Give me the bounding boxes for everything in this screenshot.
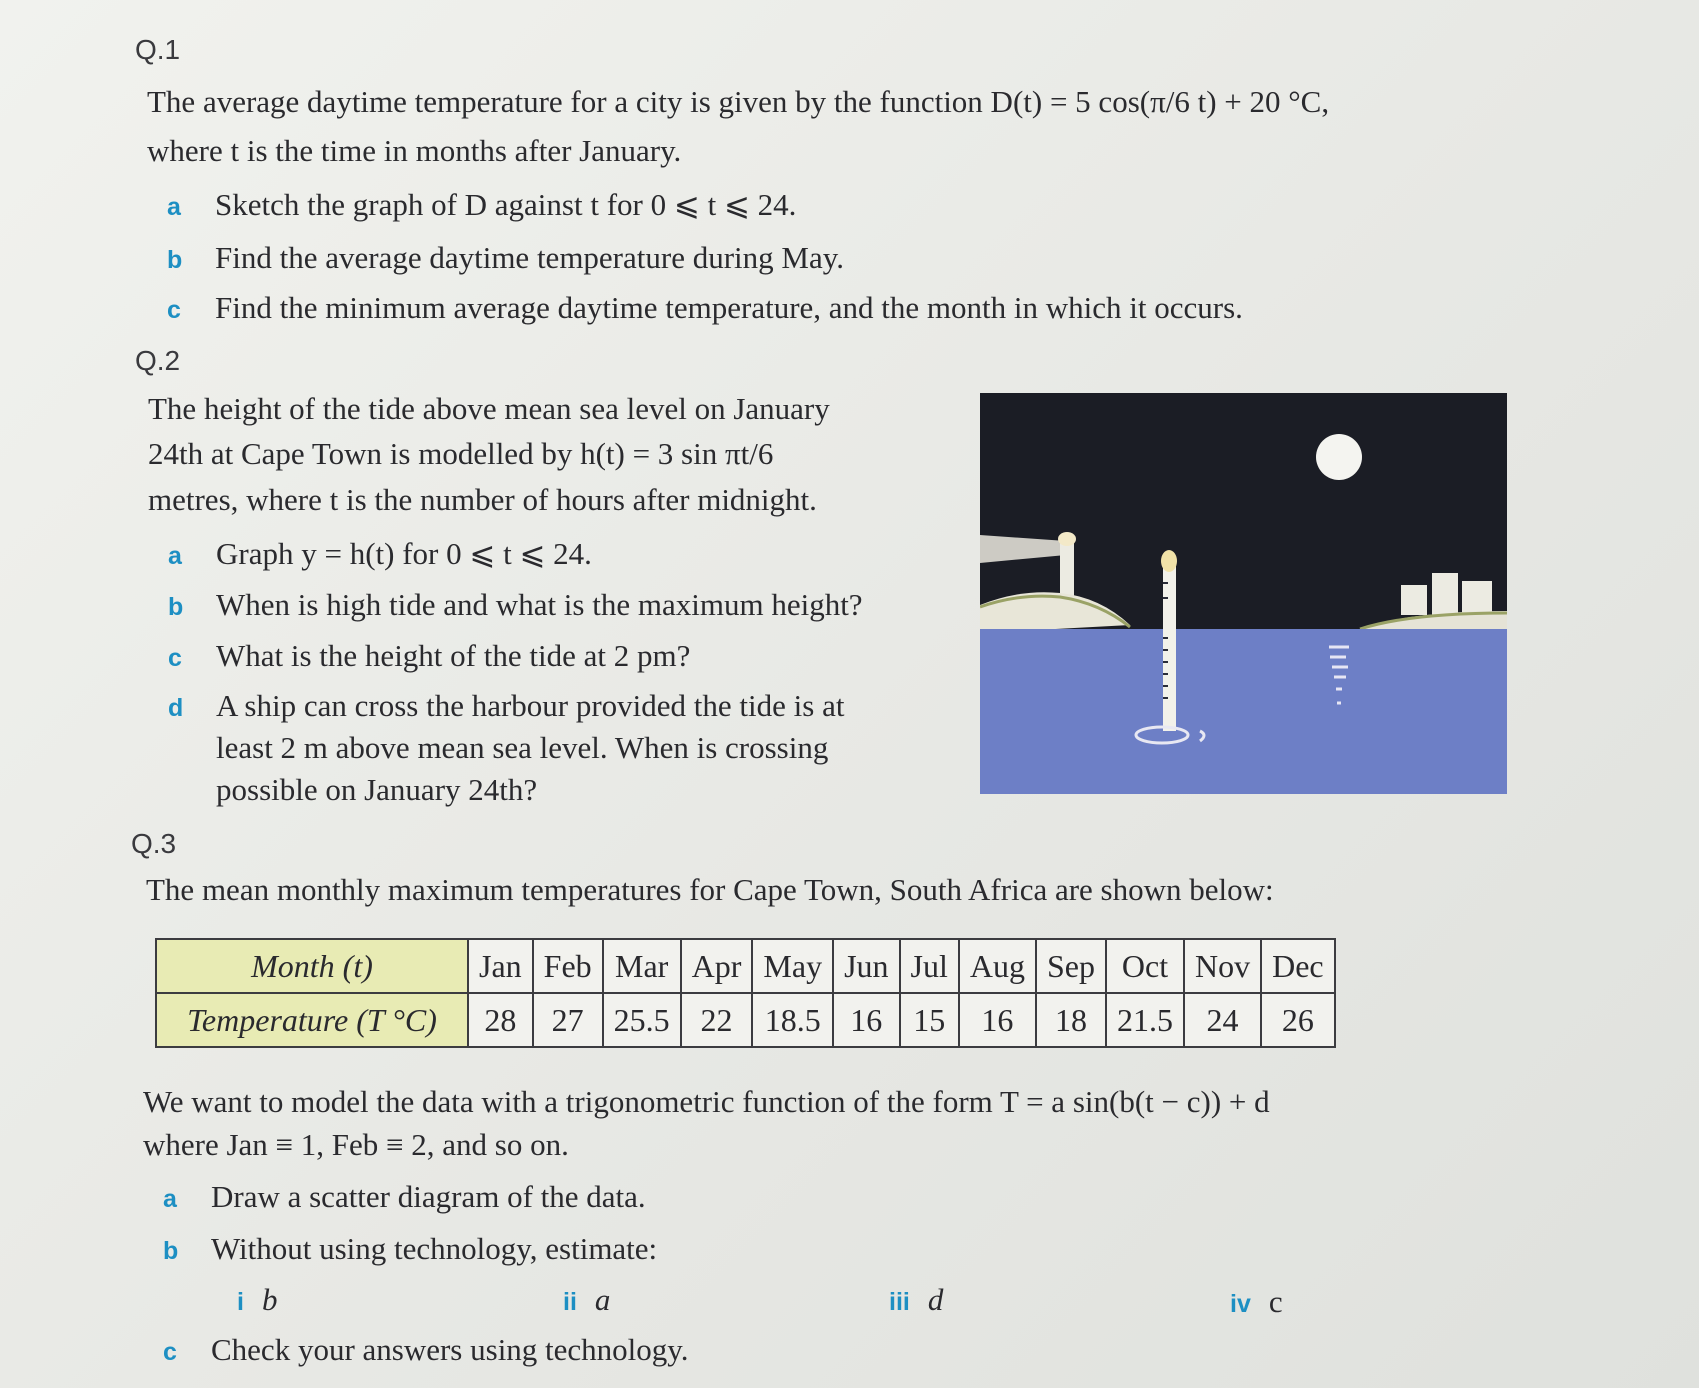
q3-text-line1: We want to model the data with a trigonometric function of the form T = a sin(b(t − c)) + d	[143, 1084, 1270, 1119]
q3-text-line2: where Jan ≡ 1, Feb ≡ 2, and so on.	[143, 1127, 569, 1162]
q1-part-c-text: Find the minimum average daytime temperature, and the month in which it occurs.	[215, 290, 1243, 325]
table-cell-month: Oct	[1106, 939, 1184, 993]
table-cell-temp: 18.5	[752, 993, 833, 1047]
table-cell-temp: 15	[900, 993, 959, 1047]
q2-part-d-line3: possible on January 24th?	[216, 772, 538, 807]
q3-part-a-label: a	[163, 1185, 177, 1213]
q3-part-b-label: b	[163, 1237, 179, 1265]
q3-part-b	[163, 1229, 657, 1271]
q3-intro: The mean monthly maximum temperatures for Cape Town, South Africa are shown below:	[146, 872, 1274, 907]
table-cell-month: Jul	[900, 939, 959, 993]
q2-part-d-label: d	[168, 694, 184, 722]
q3-part-b-text: Without using technology, estimate:	[211, 1231, 658, 1266]
q3-estimate-ii-label: ii	[563, 1288, 577, 1316]
q2-part-b-text: When is high tide and what is the maximum height?	[216, 587, 863, 622]
q2-part-c-label: c	[168, 644, 182, 672]
q3-estimate-i-label: i	[237, 1288, 244, 1316]
q1-part-c-label: c	[167, 296, 181, 324]
table-cell-month: Jan	[468, 939, 533, 993]
q1-text-line2: where t is the time in months after January.	[147, 133, 682, 168]
tide-pole-icon	[1163, 565, 1176, 731]
q3-estimate-iv	[1230, 1282, 1283, 1324]
q2-part-a-text: Graph y = h(t) for 0 ⩽ t ⩽ 24.	[216, 536, 592, 571]
q2-text-line1: The height of the tide above mean sea level on January	[148, 391, 830, 426]
q3-estimate-iii-label: iii	[889, 1288, 910, 1316]
q3-estimate-ii	[563, 1280, 610, 1322]
table-cell-temp: 16	[959, 993, 1036, 1047]
q2-text-line2: 24th at Cape Town is modelled by h(t) = 3 sin πt/6	[148, 436, 774, 471]
temperature-table	[155, 938, 1336, 1048]
q3-part-a-text: Draw a scatter diagram of the data.	[211, 1179, 646, 1214]
table-cell-temp: 24	[1184, 993, 1261, 1047]
table-cell-month: Dec	[1261, 939, 1335, 993]
table-row-temperature	[156, 993, 1335, 1047]
table-cell-temp: 22	[681, 993, 753, 1047]
table-cell-month: Mar	[603, 939, 681, 993]
q1-part-a-label: a	[167, 193, 181, 221]
q2-part-a-label: a	[168, 542, 182, 570]
table-cell-temp: 28	[468, 993, 533, 1047]
table-cell-month: Feb	[533, 939, 603, 993]
moon-icon	[1316, 434, 1362, 480]
q3-estimate-i	[237, 1280, 277, 1322]
q3-estimate-iii-text: d	[927, 1282, 944, 1317]
q3-estimate-ii-text: a	[594, 1282, 611, 1317]
q1-part-b	[167, 238, 844, 280]
q2-part-c	[168, 636, 690, 678]
table-cell-month: Jun	[833, 939, 899, 993]
q3-estimate-iv-text: c	[1268, 1284, 1283, 1319]
table-cell-temp: 18	[1036, 993, 1106, 1047]
q3-part-c-label: c	[163, 1338, 177, 1366]
building-icon	[1401, 585, 1427, 615]
q1-part-b-label: b	[167, 246, 183, 274]
table-row-months	[156, 939, 1335, 993]
q3-estimate-iii	[889, 1280, 943, 1322]
table-cell-month: Aug	[959, 939, 1036, 993]
q3-estimate-iv-label: iv	[1230, 1290, 1251, 1318]
table-cell-temp: 21.5	[1106, 993, 1184, 1047]
q2-part-b-label: b	[168, 593, 184, 621]
q2-part-d-text-line1: A ship can cross the harbour provided the tide is at	[216, 688, 845, 723]
q1-heading: Q.1	[135, 34, 181, 65]
harbour-scene-svg	[980, 393, 1507, 794]
table-header-month: Month (t)	[156, 939, 468, 993]
q2-heading: Q.2	[135, 345, 181, 376]
q3-part-c	[163, 1330, 689, 1372]
harbour-illustration	[980, 393, 1507, 794]
q1-part-a	[167, 185, 796, 227]
q2-part-d-line2: least 2 m above mean sea level. When is crossing	[216, 730, 829, 765]
q1-text-line1: The average daytime temperature for a city is given by the function D(t) = 5 cos(π/6 t) + 20 °C,	[147, 84, 1330, 119]
q2-part-c-text: What is the height of the tide at 2 pm?	[216, 638, 691, 673]
table-cell-temp: 16	[833, 993, 899, 1047]
q1-part-b-text: Find the average daytime temperature during May.	[215, 240, 844, 275]
table-cell-month: Apr	[681, 939, 753, 993]
q1-part-a-text: Sketch the graph of D against t for 0 ⩽ t ⩽ 24.	[215, 187, 797, 222]
table-header-temperature: Temperature (T °C)	[156, 993, 468, 1047]
q3-part-a	[163, 1177, 646, 1219]
q2-text-line3: metres, where t is the number of hours after midnight.	[148, 482, 817, 517]
lighthouse-icon	[1060, 539, 1074, 601]
table-cell-month: Sep	[1036, 939, 1106, 993]
table-cell-temp: 25.5	[603, 993, 681, 1047]
table-cell-temp: 27	[533, 993, 603, 1047]
q3-heading: Q.3	[131, 828, 177, 859]
table-cell-month: May	[752, 939, 833, 993]
q2-part-b	[168, 585, 863, 627]
q1-part-c	[167, 288, 1243, 330]
q2-part-d	[168, 686, 844, 728]
q3-part-c-text: Check your answers using technology.	[211, 1332, 689, 1367]
q2-part-a	[168, 534, 592, 576]
sea-area	[980, 629, 1507, 794]
table-cell-month: Nov	[1184, 939, 1261, 993]
q3-estimate-i-text: b	[261, 1282, 278, 1317]
table-cell-temp: 26	[1261, 993, 1335, 1047]
